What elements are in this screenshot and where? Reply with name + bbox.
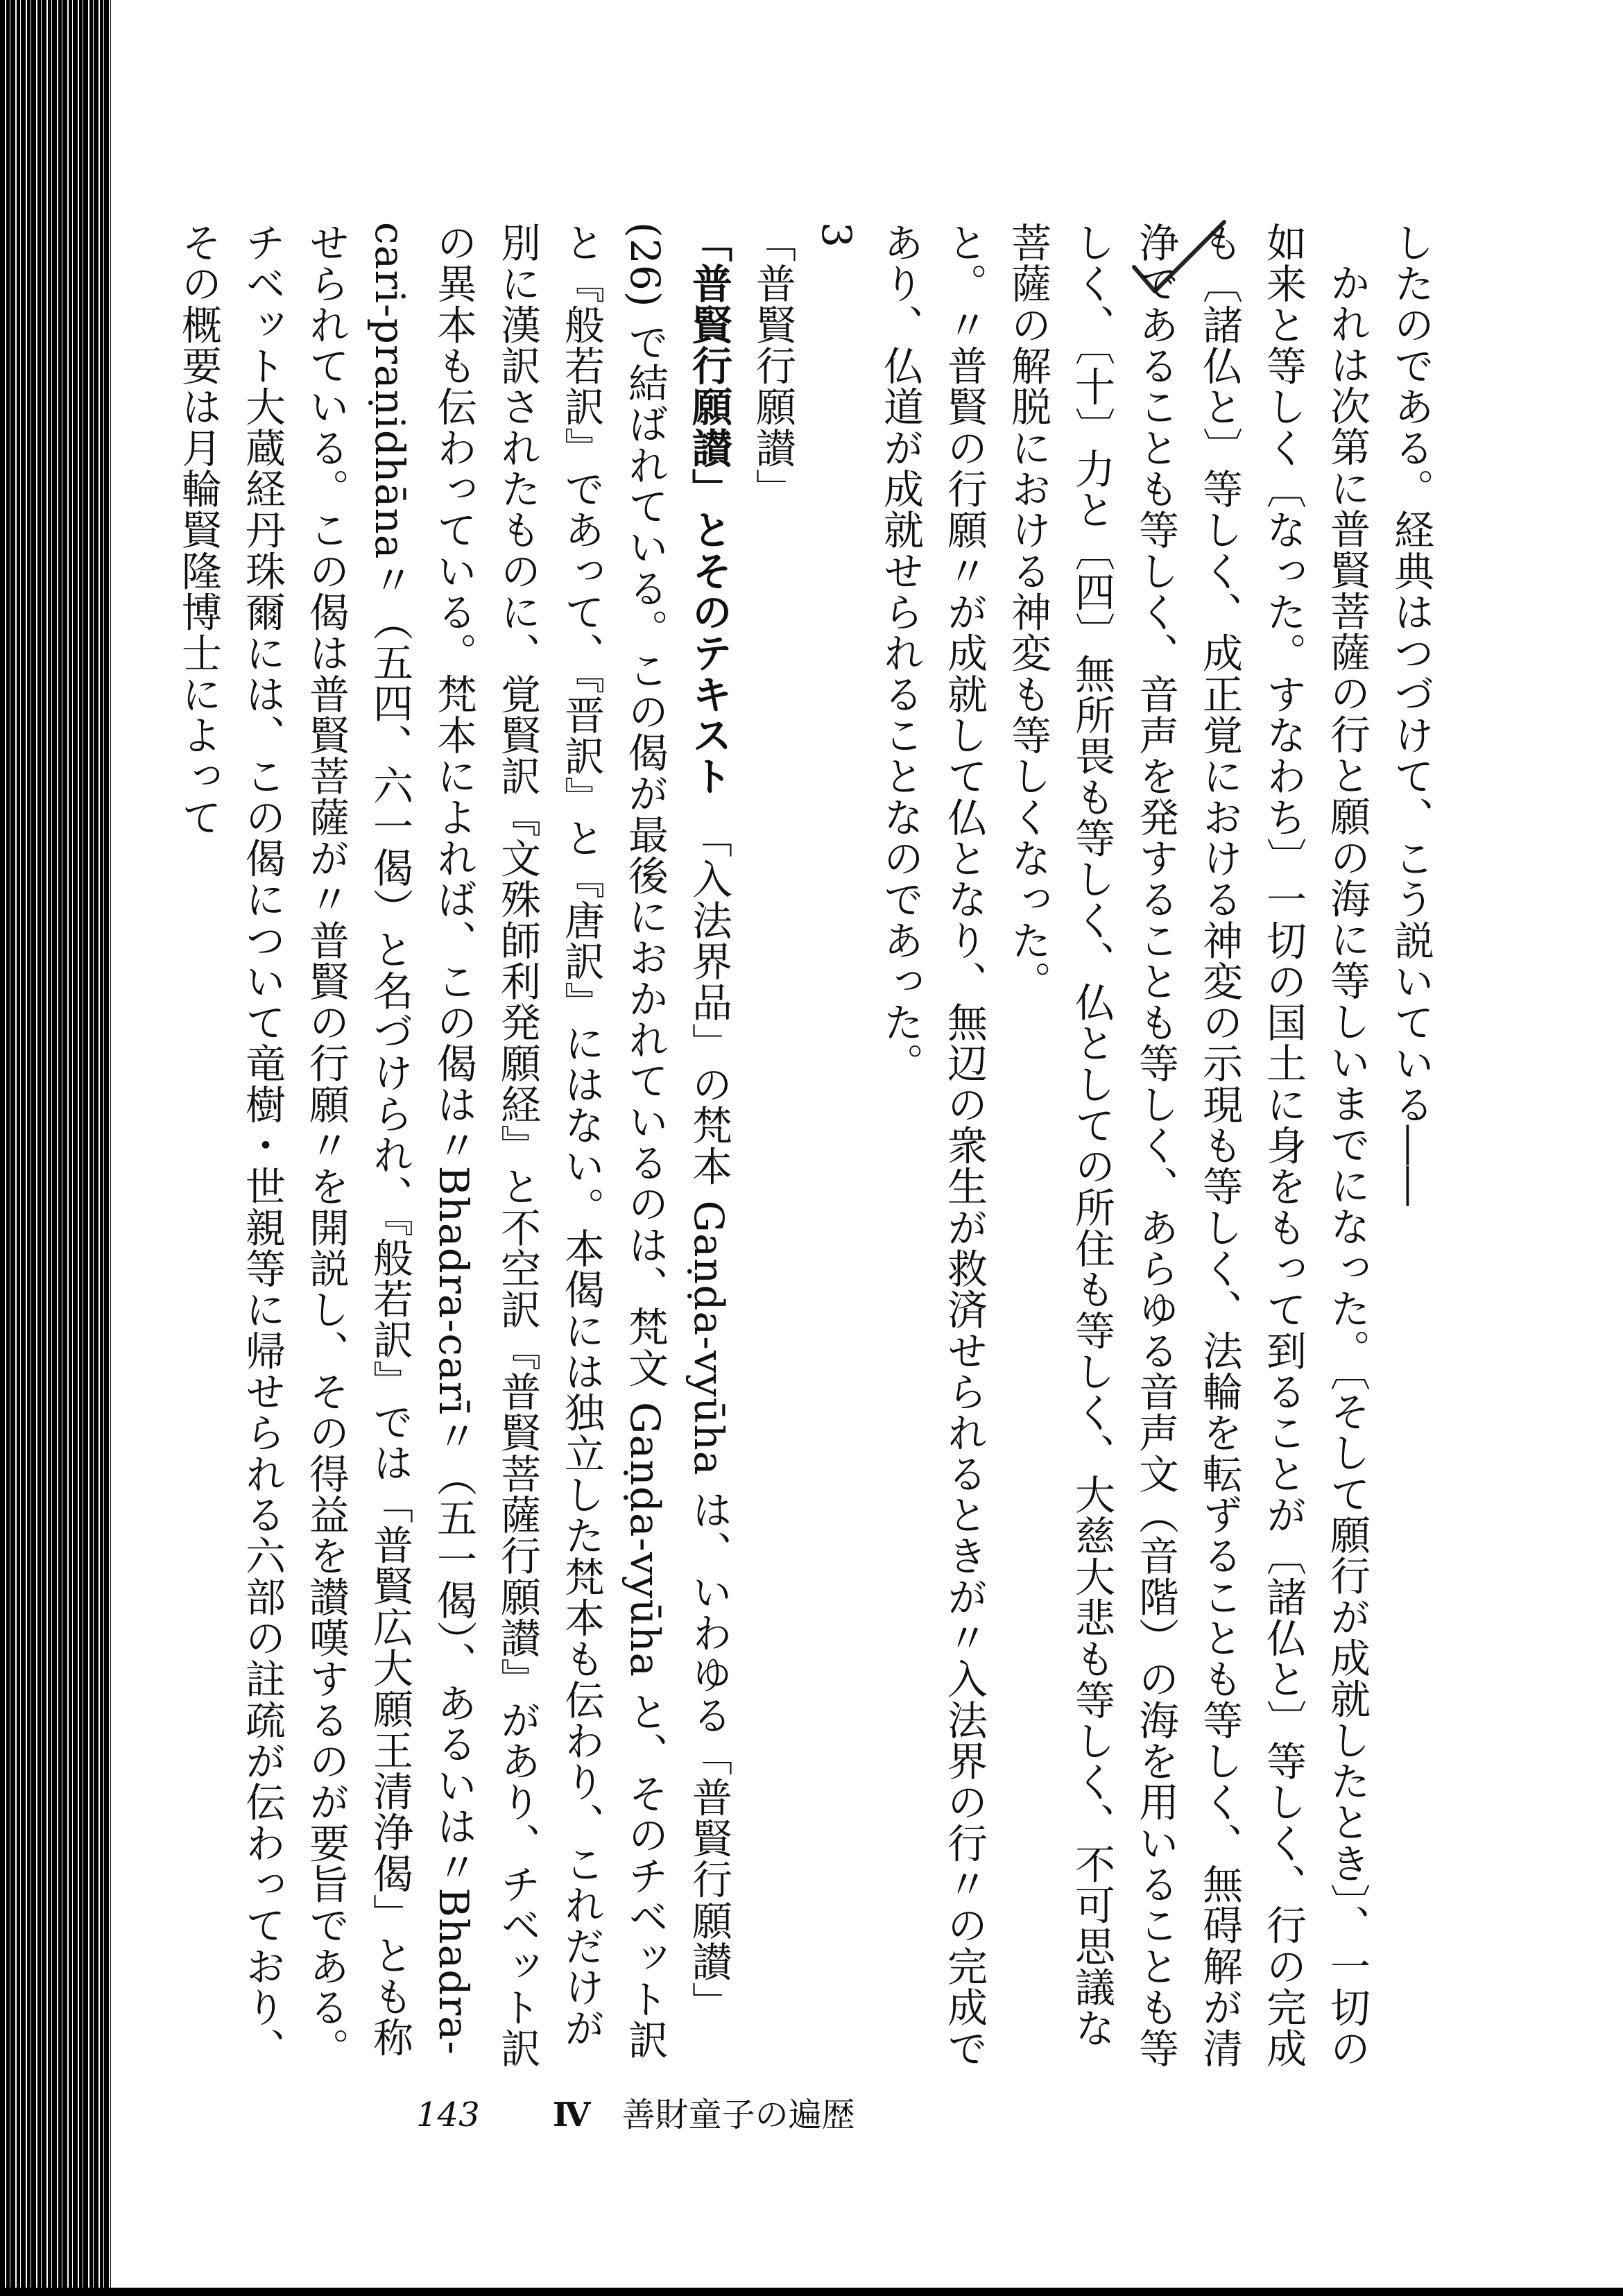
paragraph-intro: したのである。経典はつづけて、こう説いている―― <box>1387 222 1434 1207</box>
subsection-body: 「入法界品」の梵本 Gaṇḍa-vyūha は、いわゆる「普賢行願讃」(26) で結ばれている。この偈が最後におかれているのは、梵文 Gaṇḍa-vyūha と、そのチベット訳と『般若訳』であって、『晋訳』と『唐訳』にはない。本偈には独立した梵本も伝わり、これだけが別に漢訳されたものに、覚賢訳『文殊師利発願経』と不空訳『普賢菩薩行願讃』があり、チベット訳の異本も伝わっている。梵本によれば、この偈は〃Bhadra-carī〃（五一偈）、あるいは〃Bhadra-cari-praṇidhāna〃（五四、六一偈）と名づけられ、『般若訳』では「普賢広大願王清浄偈」とも称せられている。この偈は普賢菩薩が〃普賢の行願〃を開説し、その得益を讃嘆するのが要旨である。チベット大蔵経丹珠爾には、この偈について竜樹・世親等に帰せられる六部の註疏が伝わっており、その概要は月輪賢隆博士によって <box>175 222 732 2069</box>
page-footer <box>416 2088 855 2136</box>
paragraph-quote: かれは次第に普賢菩薩の行と願の海に等しいまでになった。〔そして願行が成就したとき〕、一切の如来と等しく〔なった。すなわち〕一切の国土に身をもって到ることが〔諸仏と〕等しく、行の完成も〔諸仏と〕等しく、成正覚における神変の示現も等しく、法輪を転ずることも等しく、無碍解が清浄であることも等しく、音声を発することも等しく、あらゆる音声文（音階）の海を用いることも等しく、〔十〕力と〔四〕無所畏も等しく、仏としての所住も等しく、大慈大悲も等しく、不可思議な菩薩の解脱における神変も等しくなった。 <box>1004 222 1371 2069</box>
subsection-paragraph <box>166 222 741 2081</box>
section-number: 3 <box>813 222 860 249</box>
chapter-number: Ⅳ <box>552 2096 591 2134</box>
bottom-edge <box>0 2288 1623 2296</box>
section-title: 「普賢行願讃」 <box>749 222 796 510</box>
subsection-heading: 「普賢行願讃」とそのテキスト <box>685 222 732 797</box>
chapter-title: 善財童子の遍歴 <box>621 2096 855 2134</box>
paragraph-conclusion: と。〃普賢の行願〃が成就して仏となり、無辺の衆生が救済せられるときが〃入法界の行〃の完成であり、仏道が成就せられることなのであった。 <box>877 222 988 2069</box>
page-number: 143 <box>416 2096 480 2134</box>
main-text <box>166 222 1443 2081</box>
binding-edge-stripes <box>0 0 111 2296</box>
